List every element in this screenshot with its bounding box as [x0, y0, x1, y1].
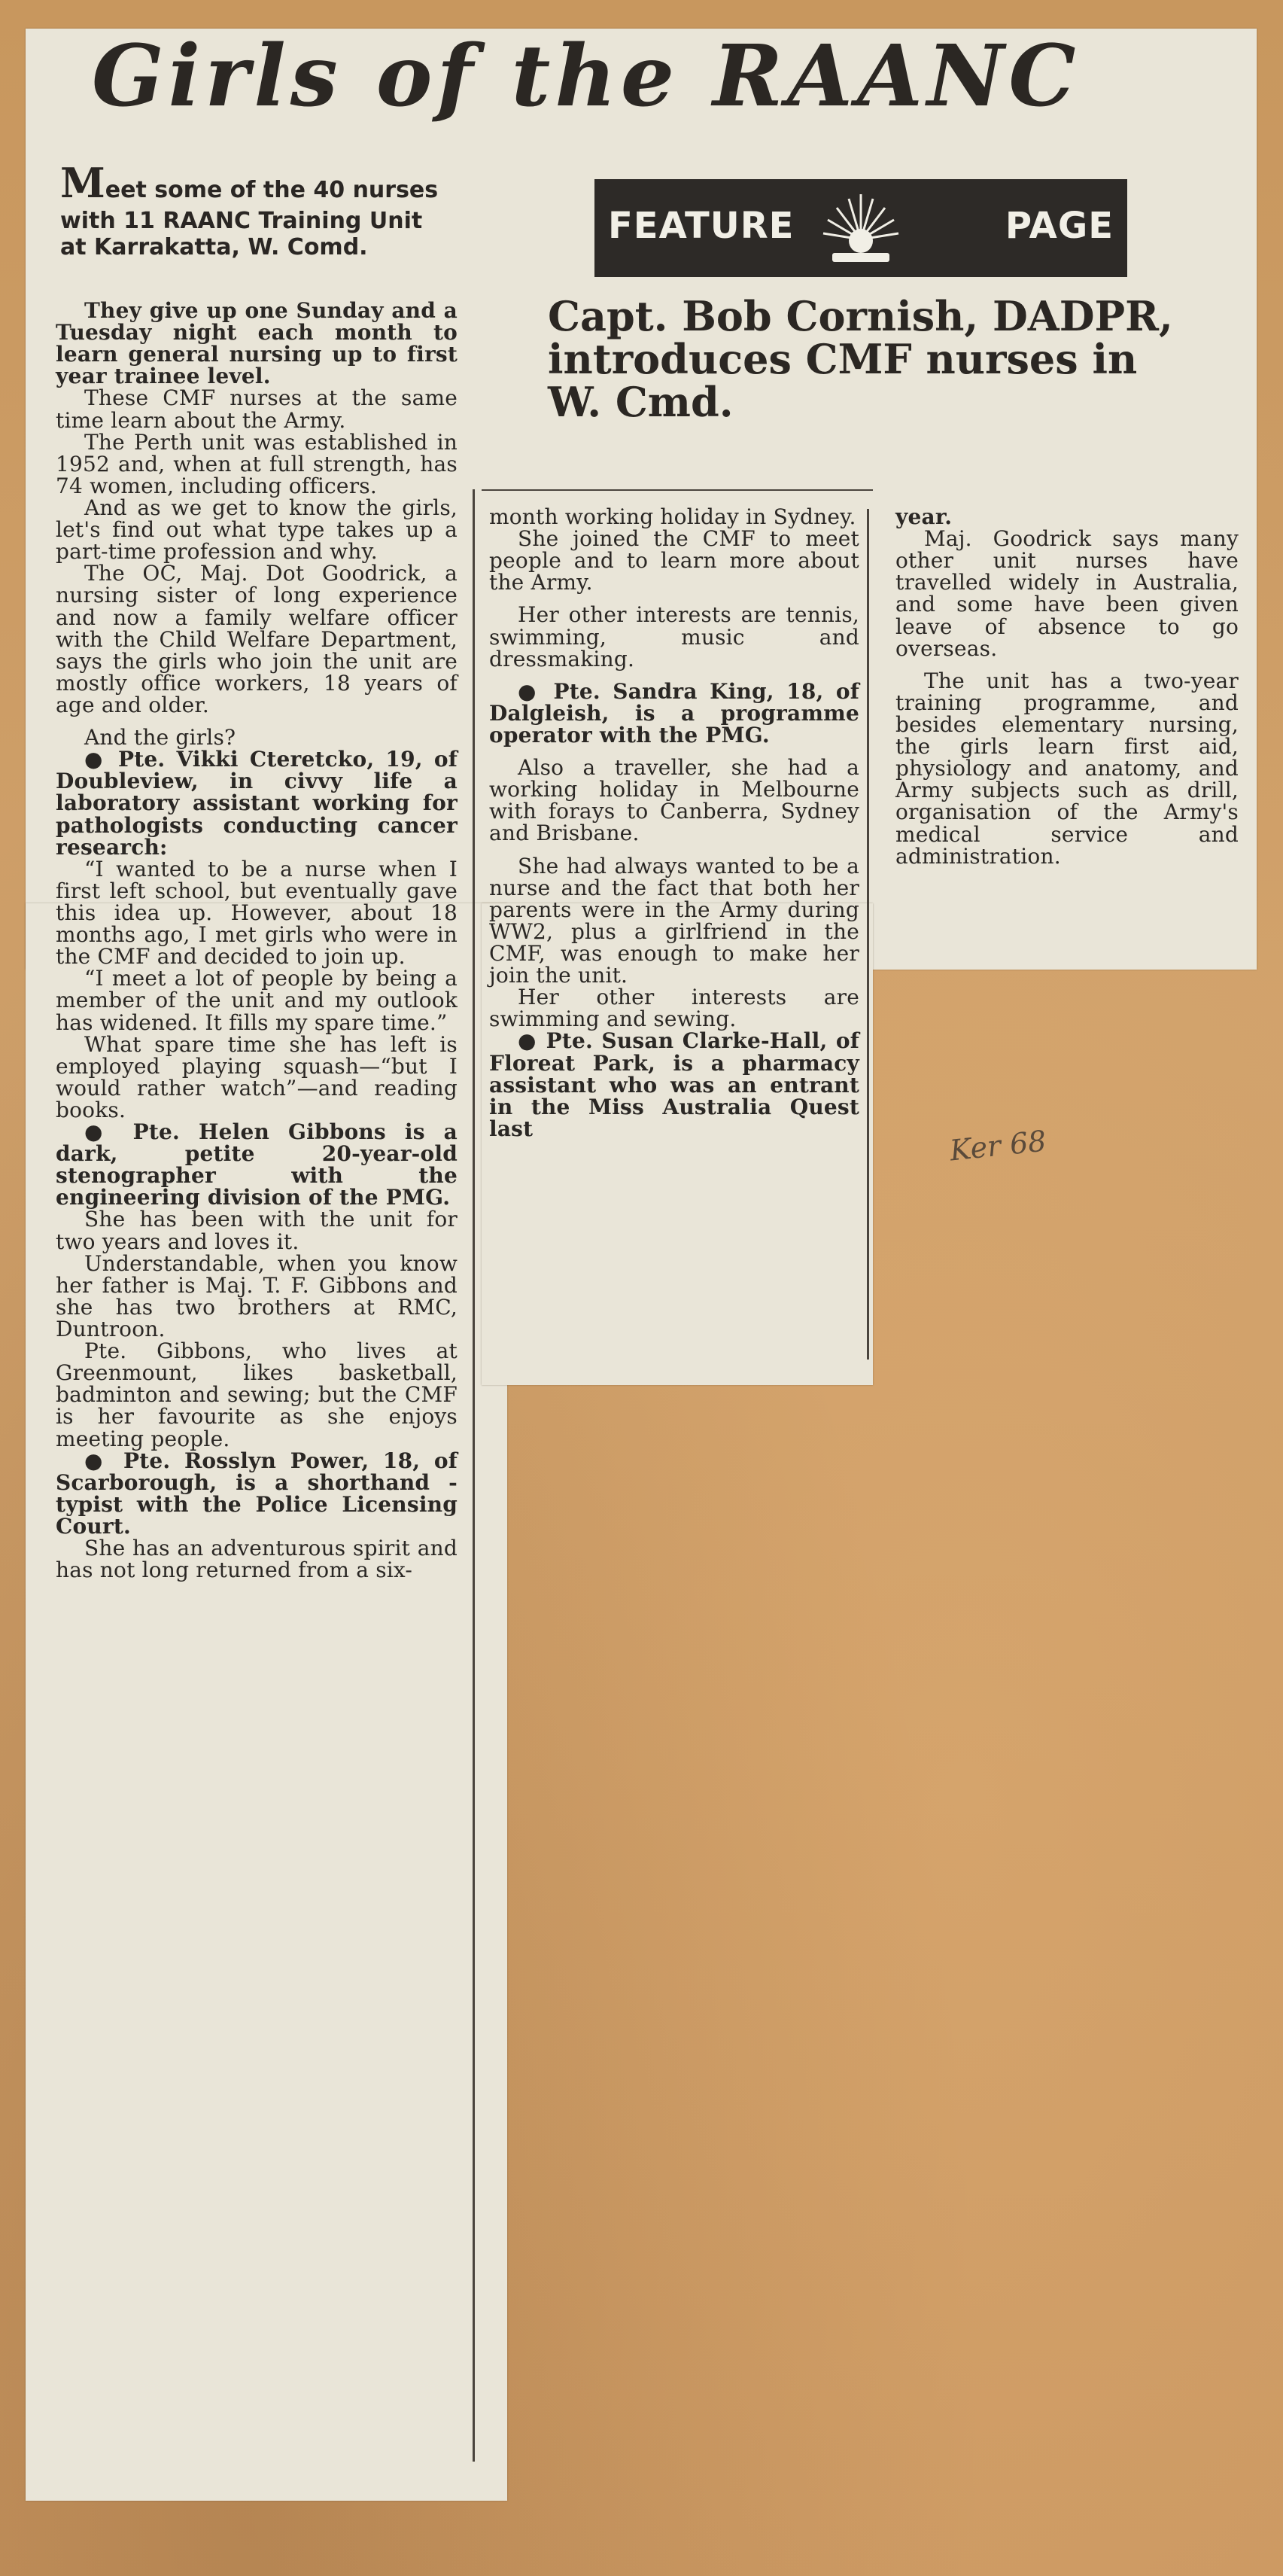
- handwritten-note: Ker 68: [948, 1124, 1048, 1168]
- paragraph: Also a traveller, she had a working holiday in Melbourne with forays to Canberra, Sydney and Brisbane.: [489, 755, 859, 846]
- paragraph: Her other interests are tennis, swimming, music and dressmaking.: [489, 602, 859, 671]
- banner-label-feature: FEATURE: [608, 205, 795, 247]
- paragraph: Her other interests are swimming and sewing.: [489, 985, 859, 1032]
- article-intro: [60, 160, 451, 261]
- paragraph: They give up one Sunday and a Tuesday night each month to learn general nursing up to first year trainee level.: [56, 298, 458, 389]
- feature-page-banner: [594, 179, 1127, 277]
- paragraph: ● Pte. Vikki Cteretcko, 19, of Doubleview, in civvy life a laboratory assistant working for pathologists conducting cancer research:: [56, 747, 458, 860]
- paragraph: year.: [895, 504, 953, 529]
- paragraph: ● Pte. Rosslyn Power, 18, of Scarborough, is a shorthand - typist with the Police Licensing Court.: [56, 1448, 458, 1539]
- column-rule-left: [473, 489, 475, 2462]
- article-column-1: [56, 300, 458, 1581]
- paragraph: She has an adventurous spirit and has not long returned from a six-: [56, 1536, 458, 1583]
- article-title: Girls of the RAANC: [92, 27, 1081, 126]
- paragraph: ● Pte. Helen Gibbons is a dark, petite 20-year-old stenographer with the engineering division of the PMG.: [56, 1119, 458, 1210]
- column-rule-middle: [867, 509, 869, 1360]
- article-column-2: [489, 506, 859, 1140]
- banner-label-page: PAGE: [1005, 205, 1114, 247]
- paragraph: “I wanted to be a nurse when I first left school, but eventually gave this idea up. However, about 18 months ago, I met girls who were in the CMF and decided to join up.: [56, 856, 458, 970]
- paragraph: The Perth unit was established in 1952 and, when at full strength, has 74 women, including officers.: [56, 429, 458, 498]
- paragraph: The OC, Maj. Dot Goodrick, a nursing sister of long experience and now a family welfare officer with the Child Welfare Department, says the girls who join the unit are mostly office workers, 18 years of age and older.: [56, 561, 458, 717]
- article-headline: Capt. Bob Cornish, DADPR, introduces CMF nurses in W. Cmd.: [548, 292, 1173, 427]
- paragraph: ● Pte. Sandra King, 18, of Dalgleish, is a programme operator with the PMG.: [489, 678, 859, 748]
- paragraph: ● Pte. Susan Clarke-Hall, of Floreat Park, is a pharmacy assistant who was an entrant in the Miss Australia Quest last: [489, 1028, 859, 1141]
- paragraph: She joined the CMF to meet people and to learn more about the Army.: [489, 526, 859, 595]
- paragraph: month working holiday in Sydney.: [489, 504, 856, 529]
- intro-dropcap: M: [60, 159, 105, 207]
- paragraph: Pte. Gibbons, who lives at Greenmount, likes basketball, badminton and sewing; but the CMF is her favourite as she enjoys meeting people.: [56, 1338, 458, 1451]
- paragraph: These CMF nurses at the same time learn about the Army.: [56, 385, 458, 433]
- paragraph: Understandable, when you know her father is Maj. T. F. Gibbons and she has two brothers at RMC, Duntroon.: [56, 1250, 458, 1342]
- rising-sun-badge-icon: [817, 187, 904, 269]
- paragraph: And the girls?: [84, 725, 236, 751]
- paragraph: Maj. Goodrick says many other unit nurses have travelled widely in Australia, and some have been given leave of absence to go overseas.: [895, 526, 1239, 661]
- paragraph: She has been with the unit for two years and loves it.: [56, 1207, 458, 1254]
- paragraph: She had always wanted to be a nurse and the fact that both her parents were in the Army during WW2, plus a girlfriend in the CMF, was enough to make her join the unit.: [489, 853, 859, 988]
- intro-text: eet some of the 40 nurses with 11 RAANC Training Unit at Karrakatta, W. Comd.: [60, 177, 439, 261]
- column-rule-under-headline: [482, 489, 873, 491]
- paragraph: “I meet a lot of people by being a member of the unit and my outlook has widened. It fills my spare time.”: [56, 966, 458, 1035]
- paragraph: And as we get to know the girls, let's find out what type takes up a part-time profession and why.: [56, 495, 458, 565]
- article-column-3: [895, 506, 1239, 867]
- paragraph: The unit has a two-year training programme, and besides elementary nursing, the girls learn first aid, physiology and anatomy, and Army subjects such as drill, organisation of the Army's medical service and administration.: [895, 668, 1239, 869]
- paragraph: What spare time she has left is employed playing squash—“but I would rather watch”—and reading books.: [56, 1031, 458, 1122]
